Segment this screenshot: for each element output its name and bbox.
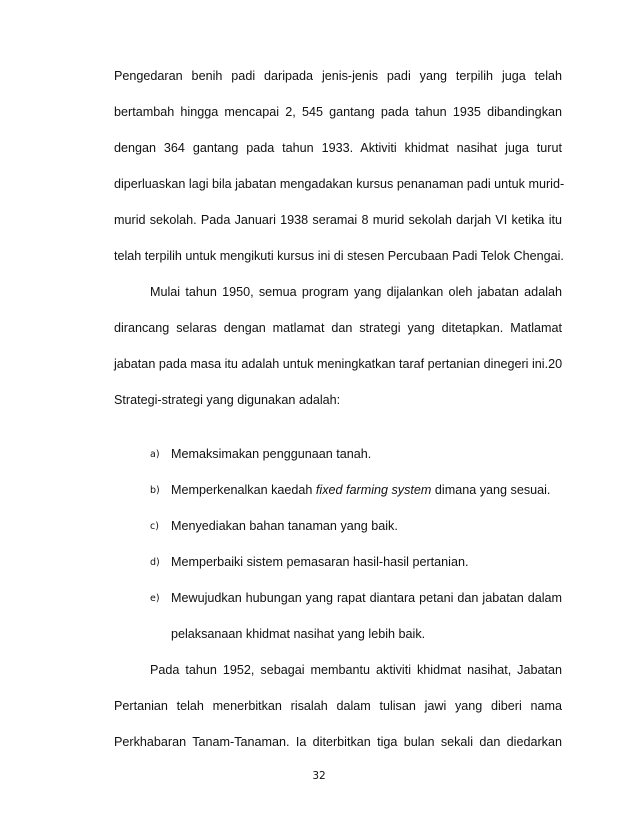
list-item-text-before: Memperkenalkan kaedah	[171, 483, 316, 497]
list-item-text: Memperbaiki sistem pemasaran hasil-hasil pertanian.	[171, 555, 469, 569]
paragraph-3-line-1: Pada tahun 1952, sebagai membantu aktiviti khidmat nasihat, Jabatan	[150, 663, 562, 677]
list-marker: b)	[150, 485, 160, 496]
paragraph-1-line-2: bertambah hingga mencapai 2, 545 gantang pada tahun 1935 dibandingkan	[114, 105, 562, 119]
list-marker: e)	[150, 593, 160, 604]
list-item-d	[150, 554, 562, 570]
paragraph-1-line-1: Pengedaran benih padi daripada jenis-jenis padi yang terpilih juga telah	[114, 69, 562, 83]
paragraph-3-line-2: Pertanian telah menerbitkan risalah dalam tulisan jawi yang diberi nama	[114, 699, 562, 713]
list-item-e	[150, 590, 562, 606]
paragraph-3-line-3: Perkhabaran Tanam-Tanaman. Ia diterbitkan tiga bulan sekali dan diedarkan	[114, 735, 562, 749]
paragraph-1-line-6: telah terpilih untuk mengikuti kursus ini di stesen Percubaan Padi Telok Chengai.	[114, 249, 564, 263]
paragraph-2-line-3: jabatan pada masa itu adalah untuk meningkatkan taraf pertanian dinegeri ini.20	[114, 357, 563, 371]
list-item-text	[171, 482, 562, 498]
list-item-e-continuation: pelaksanaan khidmat nasihat yang lebih baik.	[171, 627, 426, 641]
list-marker: a)	[150, 449, 160, 460]
list-item-text: Mewujudkan hubungan yang rapat diantara petani dan jabatan dalam	[171, 591, 562, 605]
list-item-text-after: dimana yang sesuai.	[431, 483, 551, 497]
list-item-b	[150, 482, 562, 498]
list-item-text: Menyediakan bahan tanaman yang baik.	[171, 519, 398, 533]
paragraph-2-line-4: Strategi-strategi yang digunakan adalah:	[114, 393, 341, 407]
paragraph-2-line-1: Mulai tahun 1950, semua program yang dijalankan oleh jabatan adalah	[150, 285, 562, 299]
paragraph-1-line-4: diperluaskan lagi bila jabatan mengadakan kursus penanaman padi untuk murid-	[114, 177, 565, 191]
list-item-c	[150, 518, 562, 534]
list-marker: c)	[150, 521, 159, 532]
paragraph-1-line-3: dengan 364 gantang pada tahun 1933. Aktiviti khidmat nasihat juga turut	[114, 141, 562, 155]
list-item-text: Memaksimakan penggunaan tanah.	[171, 447, 372, 461]
list-item-a	[150, 446, 562, 462]
list-marker: d)	[150, 557, 160, 568]
list-item-text-italic: fixed farming system	[315, 483, 432, 497]
page-number: 32	[312, 770, 326, 782]
paragraph-2-line-2: dirancang selaras dengan matlamat dan strategi yang ditetapkan. Matlamat	[114, 321, 562, 335]
paragraph-1-line-5: murid sekolah. Pada Januari 1938 seramai 8 murid sekolah darjah VI ketika itu	[114, 213, 562, 227]
